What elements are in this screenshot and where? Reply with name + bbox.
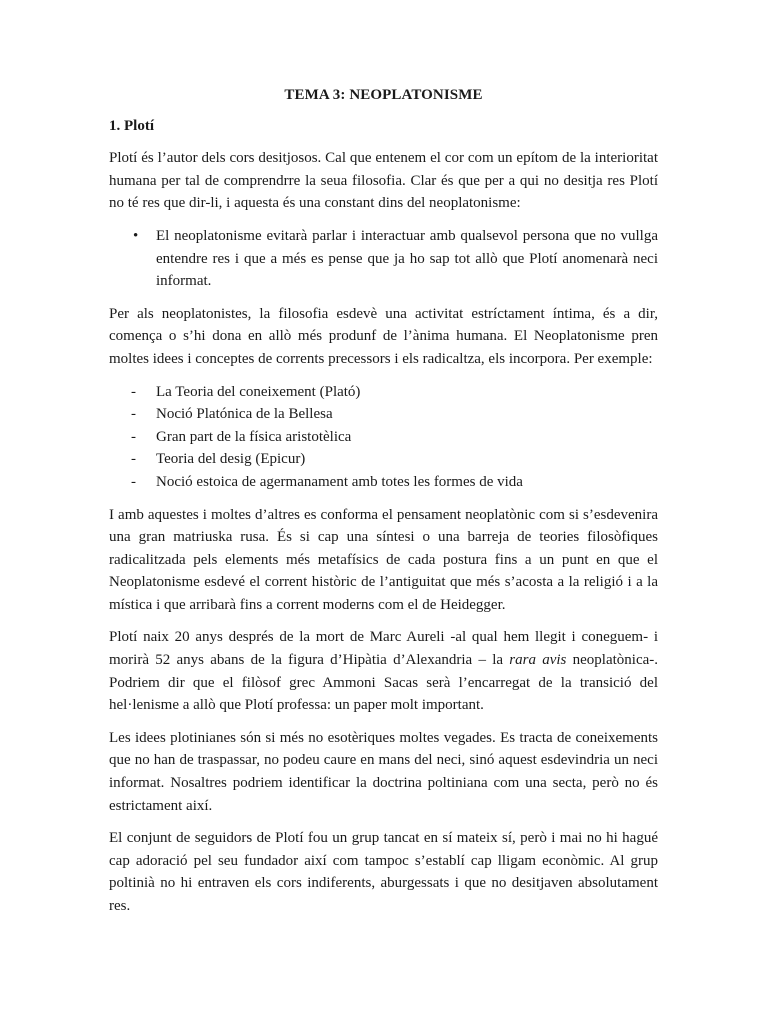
bullet-list-item-text: El neoplatonisme evitarà parlar i interactuar amb qualsevol persona que no vullga entendre res i que a més es pense que ja ho sap tot allò que Plotí anomenarà neci informat.	[156, 227, 658, 290]
dash-list	[109, 381, 658, 494]
section-heading: 1. Plotí	[109, 117, 154, 134]
dash-list-item-text: La Teoria del coneixement (Plató)	[156, 383, 361, 400]
dash-marker-icon: -	[131, 473, 136, 490]
dash-list-item	[109, 381, 658, 404]
dash-list-item	[109, 403, 658, 426]
dash-list-item-text: Teoria del desig (Epicur)	[156, 451, 306, 468]
dash-marker-icon: -	[131, 451, 136, 468]
paragraph-esoteric-ideas: Les idees plotinianes són si més no esotèriques moltes vegades. Es tracta de coneixements que no han de traspassar, no podeu caure en mans del neci, sinó aquest esdevindria un neci informat. Nosaltres podriem identificar la doctrina poltiniana com una secta, però no és estrictament així.	[109, 729, 658, 814]
paragraph-followers: El conjunt de seguidors de Plotí fou un grup tancat en sí mateix sí, però i mai no hi hagué cap adoració pel seu fundador així com tampoc s’establí cap lligam econòmic. Al grup poltinià no hi entraven els cors indiferents, aburgessats i que no desitjaven absolutament res.	[109, 830, 658, 914]
bullet-list	[109, 225, 658, 293]
dash-list-item-text: Noció estoica de agermanament amb totes les formes de vida	[156, 473, 523, 490]
bullet-dot-icon: •	[133, 227, 139, 244]
paragraph-ploti-biography	[109, 626, 658, 716]
dash-list-item	[109, 471, 658, 494]
dash-marker-icon: -	[131, 406, 136, 423]
dash-marker-icon: -	[131, 383, 136, 400]
document-title: TEMA 3: NEOPLATONISME	[284, 87, 483, 103]
paragraph-ploti-biography-part-2: neoplatònica-. Podriem dir que el filòsof grec Ammoni Sacas serà l’encarregat de la transició del hel·lenisme a allò que Plotí professa: un paper molt important.	[109, 652, 659, 714]
paragraph-matriuska: I amb aquestes i moltes d’altres es conforma el pensament neoplatònic com si s’esdevenira una gran matriuska rusa. És si cap una síntesi o una barreja de teories filosòfiques radicalitzada pels elements més metafísics de cada postura fins a un punt en que el Neoplatonisme esdevé el corrent històric de l’antiguitat que més s’acosta a la religió i a la mística i que arribarà fins a corrent moderns com el de Heidegger.	[109, 506, 658, 613]
paragraph-ploti-biography-italic: rara avis	[509, 652, 567, 669]
dash-list-item-text: Noció Platónica de la Bellesa	[156, 406, 333, 423]
dash-marker-icon: -	[131, 428, 136, 445]
document-page	[109, 84, 658, 918]
dash-list-item	[109, 448, 658, 471]
dash-list-item-text: Gran part de la física aristotèlica	[156, 428, 352, 445]
paragraph-ploti-biography-part-1: Plotí naix 20 anys després de la mort de Marc Aureli -al qual hem llegit i coneguem- i morirà 52 anys abans de la figura d’Hipàtia d’Alexandria – la	[109, 629, 658, 669]
paragraph-intro: Plotí és l’autor dels cors desitjosos. Cal que entenem el cor com un epítom de la interioritat humana per tal de comprendrre la seua filosofia. Clar és que per a qui no desitja res Plotí no té res que dir-li, i aquesta és una constant dins del neoplatonisme:	[109, 150, 658, 212]
bullet-list-item	[109, 225, 658, 293]
paragraph-neoplatonists: Per als neoplatonistes, la filosofia esdevè una activitat estríctament íntima, és a dir, comença o s’hi dona en allò més produnf de l’ànima humana. El Neoplatonisme pren moltes idees i conceptes de corrents precessors i els radicaltza, els incorpora. Per exemple:	[109, 305, 658, 367]
dash-list-item	[109, 426, 658, 449]
